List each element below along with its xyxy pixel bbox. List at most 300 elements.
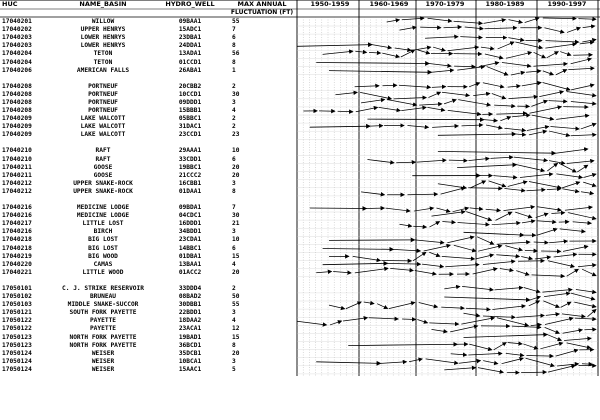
max-annual-cell: 10	[232, 147, 240, 155]
trend-arrow	[512, 326, 541, 327]
trend-arrow	[407, 194, 437, 195]
trend-arrow	[389, 302, 415, 308]
table-row	[0, 99, 300, 107]
trend-arrow	[431, 212, 464, 216]
hydro-well-cell: 18DAA2	[178, 317, 202, 325]
basin-name-cell: BIG LOST	[88, 236, 118, 244]
hydro-well-cell: 21CCC2	[178, 171, 202, 179]
trend-arrow	[483, 361, 498, 364]
hydro-well-cell: 09DDD1	[178, 98, 202, 106]
trend-arrow	[532, 275, 565, 276]
huc-cell: 17050101	[2, 284, 32, 292]
trend-arrow	[583, 174, 596, 177]
trend-arrow	[457, 67, 484, 71]
basin-name-cell: LAKE WALCOTT	[80, 131, 126, 139]
trend-arrow	[495, 288, 523, 290]
trend-arrow	[442, 222, 455, 223]
trend-arrow	[554, 254, 577, 257]
trend-arrow	[533, 64, 567, 67]
max-annual-cell: 4	[232, 317, 236, 325]
trend-arrow	[573, 222, 592, 224]
trend-arrow	[459, 361, 481, 364]
hydro-well-cell: 13BAA1	[178, 260, 202, 268]
trend-arrow	[503, 207, 534, 211]
trend-arrow	[509, 20, 523, 23]
header-fluctuation: FLUCTUATION (FT)	[230, 9, 294, 16]
trend-arrow	[502, 358, 524, 363]
trend-arrow	[484, 20, 506, 24]
trend-arrow	[335, 92, 357, 94]
trend-arrow	[496, 255, 519, 257]
trend-arrow	[531, 324, 541, 325]
trend-arrow	[562, 182, 580, 188]
huc-cell: 17040203	[2, 34, 32, 42]
trend-arrow	[536, 214, 548, 218]
trend-arrow	[367, 119, 483, 120]
table-row	[0, 131, 300, 139]
trend-arrow	[560, 229, 585, 232]
hydro-well-cell: 01ACC2	[178, 268, 202, 276]
basin-name-cell: GOOSE	[93, 163, 113, 171]
huc-cell: 17040211	[2, 163, 32, 171]
hydro-well-cell: 15ADC1	[178, 26, 202, 34]
trend-arrow	[504, 188, 525, 190]
huc-cell: 17050122	[2, 317, 32, 325]
basin-name-cell: CAMAS	[93, 260, 113, 268]
table-row	[0, 123, 300, 131]
huc-cell: 17040208	[2, 90, 32, 98]
trend-arrow	[401, 50, 415, 57]
trend-arrow	[436, 208, 450, 212]
trend-arrow	[568, 213, 596, 219]
trend-arrow	[428, 92, 440, 97]
max-annual-cell: 20	[232, 171, 240, 179]
hydro-well-cell: 31DAC1	[178, 123, 202, 131]
trend-arrow	[566, 91, 596, 95]
hydro-well-cell: 13ADA1	[178, 50, 202, 58]
basin-name-cell: NORTH FORK PAYETTE	[69, 333, 137, 341]
max-annual-cell: 55	[232, 18, 240, 25]
trend-arrow	[377, 304, 388, 309]
trend-arrow	[367, 160, 394, 163]
trend-arrow	[323, 51, 353, 54]
trend-arrow	[547, 52, 559, 58]
trend-arrow	[462, 125, 483, 126]
trend-arrow	[381, 362, 407, 364]
trend-arrow	[531, 101, 547, 107]
basin-name-cell: LOWER HENRYS	[80, 34, 126, 42]
max-annual-cell: 7	[232, 204, 236, 211]
trend-arrow	[582, 39, 596, 42]
trend-arrow	[387, 100, 417, 106]
trend-arrow	[588, 309, 596, 316]
trend-arrow	[394, 98, 427, 99]
huc-cell: 17040208	[2, 82, 32, 90]
trend-arrow	[544, 293, 570, 296]
trend-arrow	[575, 318, 596, 319]
trend-arrow	[483, 83, 504, 87]
trend-arrow	[567, 343, 591, 348]
huc-cell: 17040216	[2, 212, 32, 220]
trend-arrow	[297, 45, 372, 47]
trend-arrow	[466, 212, 491, 221]
trend-arrow	[458, 100, 490, 106]
table-row	[0, 366, 300, 374]
trend-arrow	[461, 318, 494, 324]
trend-arrow	[508, 97, 537, 99]
huc-cell: 17040218	[2, 244, 32, 252]
trend-arrow	[492, 93, 506, 98]
trend-arrow	[493, 176, 517, 178]
huc-cell: 17040218	[2, 236, 32, 244]
trend-arrow	[490, 157, 512, 158]
period-header-1980: 1980-1989	[485, 0, 525, 8]
trend-arrow	[462, 286, 493, 289]
trend-arrow	[504, 128, 525, 130]
table-row	[0, 83, 300, 91]
trend-arrow	[297, 321, 327, 325]
max-annual-cell: 2	[232, 115, 236, 123]
trend-arrow	[481, 47, 494, 49]
trend-arrow	[445, 265, 479, 267]
trend-arrow	[425, 37, 458, 39]
trend-arrow	[545, 44, 576, 48]
hydro-well-cell: 01DAA1	[178, 187, 202, 195]
trend-arrow	[395, 48, 411, 50]
trend-arrow	[333, 271, 351, 272]
trend-arrow	[369, 318, 399, 319]
huc-cell: 17040202	[2, 26, 32, 34]
trend-arrow	[543, 82, 570, 89]
trend-arrow	[571, 59, 592, 64]
trend-arrow	[329, 305, 345, 309]
huc-cell: 17040209	[2, 115, 32, 123]
table-row	[0, 301, 300, 309]
hydro-well-cell: 23CDA1	[178, 236, 202, 244]
trend-arrow	[478, 368, 503, 373]
hydro-well-cell: 09BDA1	[178, 204, 202, 211]
trend-arrow	[508, 38, 524, 41]
trend-arrow	[545, 318, 573, 324]
table-row	[0, 350, 300, 358]
max-annual-cell: 4	[232, 107, 236, 114]
trend-arrow	[506, 353, 524, 355]
trend-arrow	[330, 321, 342, 325]
table-row	[0, 293, 300, 301]
max-annual-cell: 3	[232, 357, 236, 365]
trend-arrow	[343, 318, 367, 321]
trend-arrow	[454, 245, 476, 251]
trend-arrow	[580, 42, 594, 44]
basin-name-cell: LITTLE LOST	[82, 220, 124, 228]
basin-name-cell: BRUNEAU	[89, 293, 117, 300]
basin-name-cell: AMERICAN FALLS	[76, 66, 130, 74]
trend-arrow	[419, 302, 438, 307]
huc-cell: 17040209	[2, 131, 32, 139]
trend-arrow	[453, 208, 469, 212]
trend-arrow	[534, 242, 548, 243]
trend-arrow	[483, 261, 515, 264]
basin-name-cell: MEDICINE LODGE	[76, 204, 130, 211]
trend-arrow	[534, 52, 546, 58]
max-annual-cell: 3	[232, 98, 236, 106]
trend-arrow	[370, 126, 383, 127]
trend-arrow	[338, 111, 353, 112]
trend-arrow	[516, 271, 529, 275]
huc-cell: 17040212	[2, 187, 32, 195]
trend-arrow	[562, 189, 579, 192]
trend-arrow	[526, 358, 555, 366]
trend-arrow	[529, 182, 561, 188]
hydro-well-cell: 16CBB1	[178, 179, 202, 187]
trend-arrow	[540, 343, 562, 349]
header-hydro-well: HYDRO_WELL	[165, 0, 215, 8]
table-row	[0, 317, 300, 325]
trend-arrow	[524, 288, 540, 293]
max-annual-cell: 30	[232, 90, 240, 98]
trend-arrow	[520, 174, 553, 178]
trend-arrow	[543, 71, 554, 75]
huc-cell: 17040216	[2, 204, 32, 211]
trend-arrow	[526, 190, 545, 191]
trend-arrow	[429, 63, 451, 66]
trend-arrow	[417, 160, 446, 162]
table-row	[0, 228, 300, 236]
trend-arrow	[518, 261, 544, 262]
huc-cell: 17040209	[2, 123, 32, 131]
trend-arrow	[486, 125, 502, 128]
max-annual-cell: 56	[232, 50, 240, 58]
trend-arrow	[399, 85, 430, 87]
max-annual-cell: 2	[232, 82, 236, 90]
trend-arrow	[516, 165, 544, 171]
max-annual-cell: 6	[232, 155, 236, 163]
trend-arrow	[582, 269, 596, 275]
trend-arrow	[422, 264, 443, 267]
basin-name-cell: PORTNEUF	[88, 107, 118, 114]
max-annual-cell: 10	[232, 236, 240, 244]
trend-arrow	[547, 189, 561, 190]
trend-arrow	[514, 157, 547, 160]
table-row	[0, 164, 300, 172]
trend-arrow	[578, 19, 596, 20]
basin-name-cell: PAYETTE	[89, 317, 117, 325]
trend-arrow	[449, 160, 467, 161]
table-row	[0, 334, 300, 342]
huc-cell: 17050121	[2, 309, 32, 317]
hydro-well-cell: 19BAD1	[178, 333, 202, 341]
basin-name-cell: PORTNEUF	[88, 98, 118, 106]
max-annual-cell: 2	[232, 123, 236, 131]
trend-arrow	[429, 222, 439, 228]
basin-name-cell: WEISER	[91, 365, 115, 373]
table-row	[0, 26, 300, 34]
trend-arrow	[429, 252, 440, 256]
table-row	[0, 67, 300, 75]
trend-arrow	[441, 188, 465, 194]
trend-arrow	[523, 344, 537, 349]
table-row	[0, 59, 300, 67]
trend-arrow	[578, 265, 596, 267]
trend-arrow	[556, 174, 582, 178]
max-annual-cell: 20	[232, 163, 240, 171]
trend-arrow	[432, 70, 454, 72]
max-annual-cell: 21	[232, 220, 240, 228]
trend-arrow	[438, 151, 556, 153]
trend-arrow	[424, 245, 451, 251]
basin-name-cell: BIRCH	[93, 228, 113, 236]
trend-arrow	[450, 326, 478, 332]
trend-arrow	[413, 226, 426, 227]
table-row	[0, 42, 300, 50]
trend-arrow	[571, 85, 594, 90]
trend-arrow	[484, 28, 516, 29]
max-annual-cell: 12	[232, 325, 240, 333]
trend-arrow	[581, 192, 594, 194]
trend-arrow	[564, 338, 591, 340]
huc-cell: 17040206	[2, 66, 32, 74]
trend-arrow	[419, 104, 442, 105]
trend-arrow	[539, 91, 563, 96]
trend-arrow	[505, 246, 522, 251]
trend-arrow	[465, 27, 483, 29]
trend-arrow	[526, 356, 553, 357]
trend-arrow	[556, 115, 589, 119]
trend-arrow	[556, 350, 578, 356]
trend-arrow	[361, 192, 384, 195]
trend-arrow	[444, 286, 460, 288]
trend-arrow	[568, 68, 594, 69]
table-row	[0, 325, 300, 333]
table-row	[0, 358, 300, 366]
trend-arrow	[521, 372, 546, 373]
trend-arrow	[323, 263, 388, 264]
trend-arrow	[532, 115, 554, 119]
max-annual-cell: 7	[232, 26, 236, 34]
table-row	[0, 107, 300, 115]
hydro-well-cell: 14BBC1	[178, 244, 202, 252]
trend-arrow	[451, 354, 467, 355]
trend-arrow	[427, 107, 444, 110]
huc-cell: 17040204	[2, 58, 32, 66]
trend-arrow	[477, 237, 494, 244]
trend-arrow	[310, 208, 367, 209]
trend-arrow	[441, 307, 464, 308]
hydro-well-cell: 16DDD1	[178, 220, 202, 228]
trend-arrow	[583, 182, 596, 186]
basin-name-cell: WEISER	[91, 357, 115, 365]
trend-arrow	[516, 134, 526, 135]
trend-arrow	[401, 107, 426, 110]
trend-arrow	[549, 101, 567, 102]
trend-arrow	[549, 241, 567, 243]
trend-arrow	[529, 301, 540, 306]
table-row	[0, 115, 300, 123]
trend-arrow	[479, 62, 499, 66]
trend-arrow	[544, 28, 564, 33]
trend-arrow	[484, 120, 497, 121]
trend-arrow	[469, 344, 492, 350]
table-row	[0, 253, 300, 261]
hydro-well-cell: 20CBB2	[178, 82, 202, 90]
period-header-1960: 1960-1969	[369, 0, 409, 8]
trend-arrow	[526, 71, 541, 72]
hydro-well-cell: 26ABA1	[178, 66, 202, 74]
huc-cell: 17050123	[2, 341, 32, 349]
trend-arrow	[444, 368, 475, 370]
table-row	[0, 212, 300, 220]
huc-cell: 17040220	[2, 260, 32, 268]
header-name-basin: NAME_BASIN	[79, 0, 127, 8]
trend-arrow	[547, 163, 557, 171]
max-annual-cell: 5	[232, 365, 236, 373]
trend-arrow	[487, 67, 508, 75]
basin-name-cell: WILLOW	[91, 18, 115, 25]
trend-arrow	[432, 87, 446, 88]
trend-arrow	[543, 18, 576, 19]
table-row	[0, 188, 300, 196]
huc-cell: 17040203	[2, 42, 32, 50]
trend-arrow	[444, 297, 530, 300]
table-row	[0, 285, 300, 293]
trend-arrow	[415, 271, 436, 275]
hydro-well-cell: 34BDD1	[178, 228, 202, 236]
header-max-annual: MAX ANNUAL	[237, 0, 287, 8]
trend-arrow	[432, 126, 458, 127]
trend-arrow	[581, 124, 596, 129]
basin-name-cell: TETON	[93, 50, 113, 58]
trend-arrow	[486, 209, 501, 210]
trend-arrow	[573, 55, 592, 56]
trend-arrow	[497, 318, 528, 326]
trend-arrow	[464, 232, 524, 235]
max-annual-cell: 15	[232, 252, 240, 260]
basin-name-cell: LOWER HENRYS	[80, 42, 126, 50]
trend-arrow	[571, 102, 596, 104]
basin-name-cell: LITTLE WOOD	[82, 268, 124, 276]
table-row	[0, 50, 300, 58]
trend-arrow	[515, 42, 542, 48]
max-annual-cell: 50	[232, 293, 240, 300]
basin-name-cell: RAFT	[95, 155, 111, 163]
max-annual-cell: 20	[232, 268, 240, 276]
trend-arrow	[310, 126, 370, 127]
header-huc: HUC	[2, 0, 18, 8]
huc-cell: 17050123	[2, 333, 32, 341]
basin-name-cell: UPPER SNAKE-ROCK	[73, 187, 133, 195]
trend-arrow	[364, 302, 374, 304]
huc-cell: 17040210	[2, 155, 32, 163]
trend-arrow	[382, 53, 399, 57]
max-annual-cell: 8	[232, 58, 236, 66]
hydro-well-cell: 23CCD1	[178, 131, 202, 139]
trend-arrow	[464, 313, 480, 316]
table-row	[0, 309, 300, 317]
trend-arrow	[543, 301, 559, 308]
hydro-well-cell: 33CDD1	[178, 155, 202, 163]
trend-arrow	[567, 28, 580, 33]
hydro-well-cell: 05BBC1	[178, 115, 202, 123]
hydro-well-cell: 15AAC1	[178, 365, 202, 373]
trend-arrow	[502, 62, 531, 66]
trend-arrow	[469, 83, 480, 87]
trend-arrow	[562, 314, 585, 317]
basin-name-cell: GOOSE	[93, 171, 113, 179]
basin-name-cell: MIDDLE SNAKE-SUCCOR	[67, 301, 139, 309]
table-row	[0, 180, 300, 188]
trend-arrow	[525, 250, 537, 251]
trend-arrow	[399, 27, 416, 30]
